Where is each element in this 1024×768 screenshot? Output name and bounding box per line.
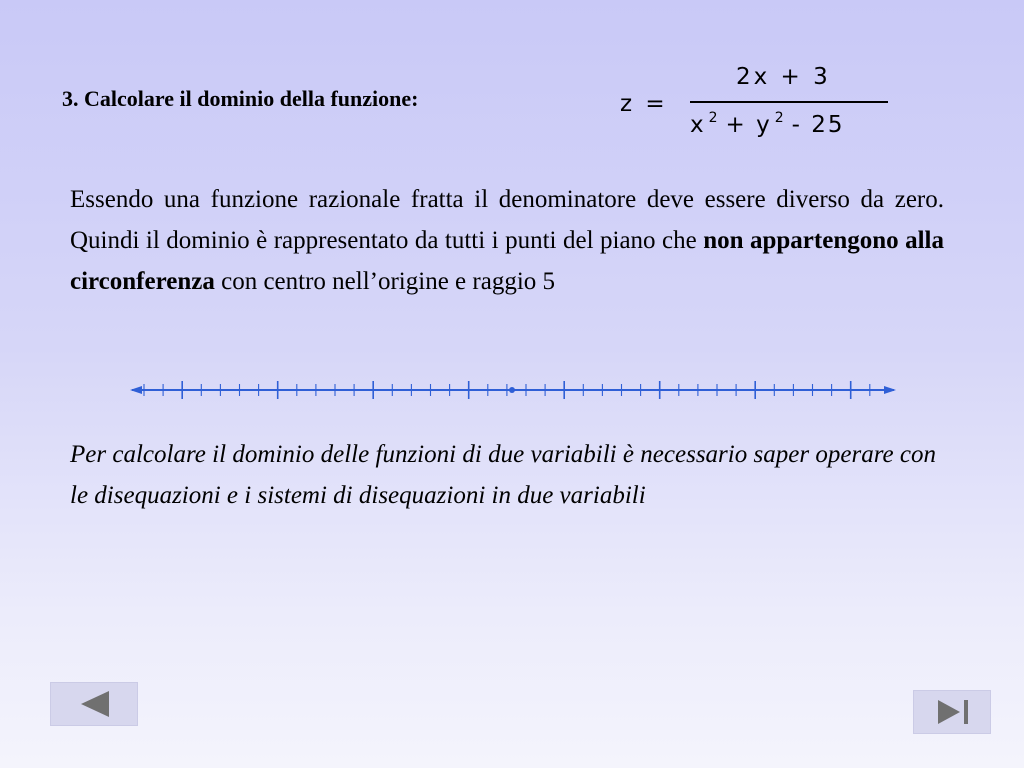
number-line-left-arrow bbox=[130, 386, 142, 394]
den-plus-y: + y bbox=[725, 112, 772, 138]
den-x: x bbox=[690, 112, 706, 138]
explanation-bold: non appartengono alla circonferenza bbox=[70, 227, 944, 295]
number-line-right-arrow bbox=[884, 386, 896, 394]
explanation-text-before: Essendo una funzione razionale fratta il denominatore deve essere diverso da zero. Quindi il dominio è rappresentato da tutti i punti del piano che bbox=[70, 186, 944, 254]
formula-lhs: z = bbox=[620, 91, 668, 117]
formula-numerator: 2x + 3 bbox=[736, 64, 831, 90]
slide-heading: 3. Calcolare il dominio della funzione: bbox=[62, 86, 419, 111]
last-slide-button[interactable] bbox=[913, 690, 991, 734]
prev-slide-button[interactable] bbox=[50, 682, 138, 726]
den-minus-25: - 25 bbox=[791, 112, 845, 138]
den-exponent-1: 2 bbox=[708, 110, 720, 126]
prev-triangle-icon bbox=[51, 683, 137, 725]
den-exponent-2: 2 bbox=[774, 110, 786, 126]
formula-denominator bbox=[690, 110, 845, 138]
number-line bbox=[128, 378, 898, 402]
fraction-bar bbox=[690, 101, 888, 103]
explanation-paragraph bbox=[70, 179, 944, 302]
number-line-origin-dot bbox=[509, 387, 515, 393]
function-formula bbox=[620, 62, 900, 152]
note-paragraph: Per calcolare il dominio delle funzioni di due variabili è necessario saper operare con le disequazioni e i sistemi di disequazioni in due variabili bbox=[70, 441, 936, 509]
explanation-text-after: con centro nell’origine e raggio 5 bbox=[214, 268, 556, 295]
last-slide-icon bbox=[914, 691, 990, 733]
